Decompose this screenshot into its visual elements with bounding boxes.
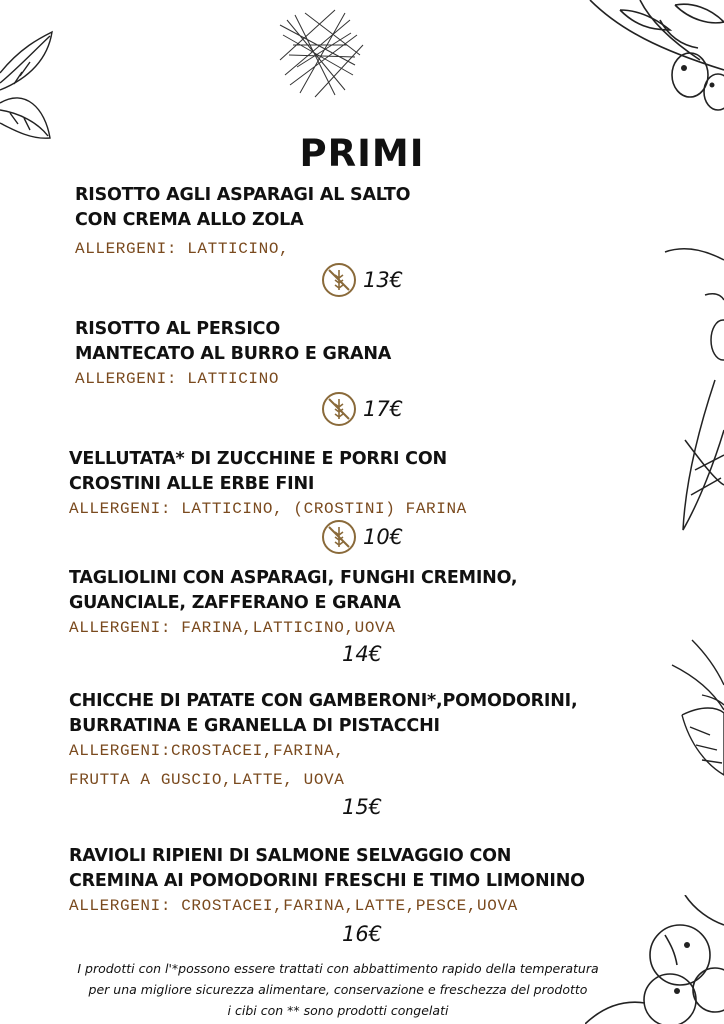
dish-name: BURRATINA E GRANELLA DI PISTACCHI xyxy=(69,716,440,736)
menu-item xyxy=(69,566,517,640)
dish-name: TAGLIOLINI CON ASPARAGI, FUNGHI CREMINO, xyxy=(69,568,518,588)
gluten-free-icon xyxy=(321,391,357,427)
straw-texture-icon xyxy=(275,5,365,100)
allergen-info: ALLERGENI: LATTICINO xyxy=(75,370,280,388)
footnote-line: per una migliore sicurezza alimentare, conservazione e freschezza del prodotto xyxy=(88,982,588,997)
page-title: PRIMI xyxy=(299,132,425,175)
footnote-line: i cibi con ** sono prodotti congelati xyxy=(227,1003,449,1018)
price-row xyxy=(0,795,724,819)
allergen-info: FRUTTA A GUSCIO,LATTE, UOVA xyxy=(69,771,345,789)
price-row xyxy=(0,391,724,427)
price-row xyxy=(0,262,724,298)
dish-price: 14€ xyxy=(341,642,383,666)
menu-item xyxy=(69,447,467,521)
dish-name: RISOTTO AL PERSICO xyxy=(75,319,280,339)
gluten-free-icon xyxy=(321,262,357,298)
dish-name: RAVIOLI RIPIENI DI SALMONE SELVAGGIO CON xyxy=(69,846,512,866)
olive-branch-icon xyxy=(580,0,724,140)
allergen-info: ALLERGENI: LATTICINO, (CROSTINI) FARINA xyxy=(69,500,467,518)
price-row xyxy=(0,519,724,555)
allergen-info: ALLERGENI: LATTICINO, xyxy=(75,240,290,258)
dish-name: CHICCHE DI PATATE CON GAMBERONI*,POMODORINI, xyxy=(69,691,578,711)
dish-price: 10€ xyxy=(362,525,404,549)
dish-name: CON CREMA ALLO ZOLA xyxy=(75,210,304,230)
dish-name: RISOTTO AGLI ASPARAGI AL SALTO xyxy=(75,185,411,205)
dish-price: 13€ xyxy=(362,268,404,292)
dish-name: CROSTINI ALLE ERBE FINI xyxy=(69,474,315,494)
price-row xyxy=(0,642,724,666)
menu-item xyxy=(75,317,391,391)
dish-price: 16€ xyxy=(341,922,383,946)
basil-leaf-icon xyxy=(0,28,60,148)
allergen-info: ALLERGENI:CROSTACEI,FARINA, xyxy=(69,742,345,760)
dish-price: 17€ xyxy=(362,397,404,421)
allergen-info: ALLERGENI: FARINA,LATTICINO,UOVA xyxy=(69,619,396,637)
footnote-line: I prodotti con l'*possono essere trattati con abbattimento rapido della temperatura xyxy=(77,961,599,976)
dish-name: GUANCIALE, ZAFFERANO E GRANA xyxy=(69,593,401,613)
dish-name: MANTECATO AL BURRO E GRANA xyxy=(75,344,392,364)
menu-item xyxy=(69,689,577,792)
menu-item xyxy=(75,183,410,261)
gluten-free-icon xyxy=(321,519,357,555)
allergen-info: ALLERGENI: CROSTACEI,FARINA,LATTE,PESCE,UOVA xyxy=(69,897,518,915)
footnote xyxy=(0,958,676,1021)
dish-price: 15€ xyxy=(341,795,383,819)
price-row xyxy=(0,922,724,946)
menu-item xyxy=(69,844,585,918)
dish-name: CREMINA AI POMODORINI FRESCHI E TIMO LIMONINO xyxy=(69,871,585,891)
dish-name: VELLUTATA* DI ZUCCHINE E PORRI CON xyxy=(69,449,447,469)
